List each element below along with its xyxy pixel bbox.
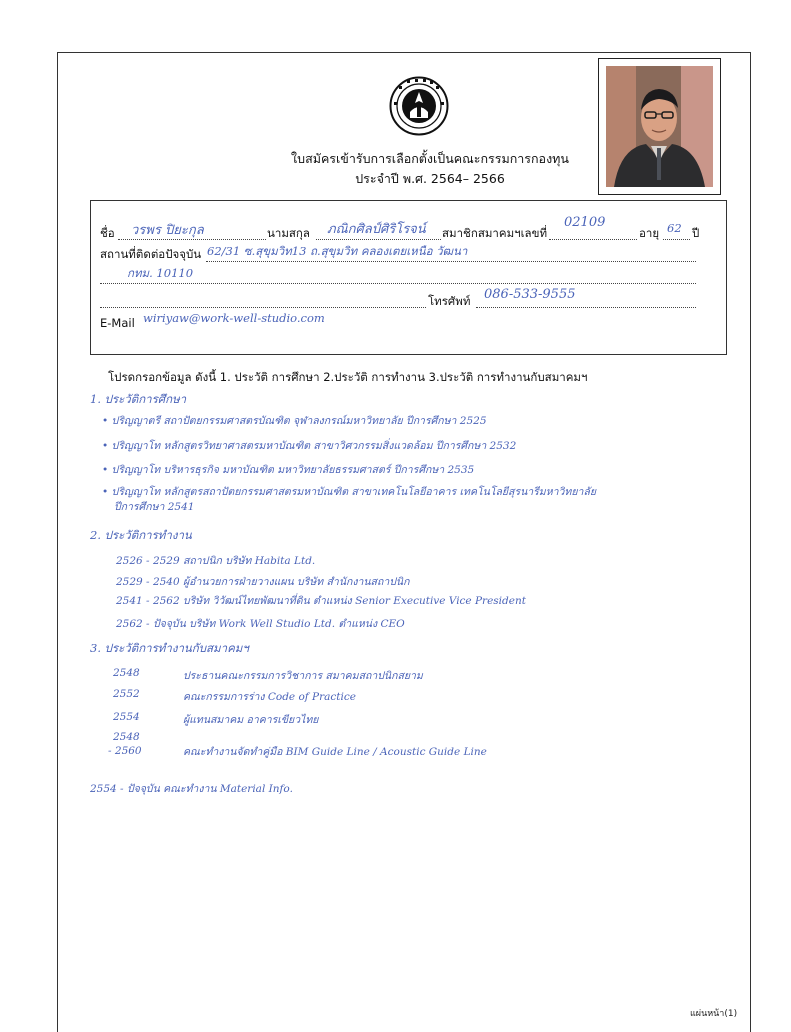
association-item-5: 2554 - ปัจจุบัน คณะทำงาน Material Info.	[90, 783, 293, 795]
association-item-2: คณะกรรมการร่าง Code of Practice	[183, 691, 356, 703]
education-item-1: • ปริญญาตรี สถาปัตยกรรมศาสตรบัณฑิต จุฬาลงกรณ์มหาวิทยาลัย ปีการศึกษา 2525	[102, 415, 487, 427]
member-no-dotted-line	[549, 239, 637, 240]
applicant-info-box	[90, 200, 727, 355]
work-item-2: 2529 - 2540 ผู้อำนวยการฝ่ายวางแผน บริษัท สำนักงานสถาปนิก	[116, 576, 410, 588]
phone-label: โทรศัพท์	[428, 294, 471, 308]
association-seal-logo	[389, 76, 449, 136]
association-item-1: ประธานคณะกรรมการวิชาการ สมาคมสถาปนิกสยาม	[183, 670, 423, 682]
age-value: 62	[667, 221, 682, 235]
work-item-4: 2562 - ปัจจุบัน บริษัท Work Well Studio Ltd. ตำแหน่ง CEO	[116, 618, 405, 630]
age-dotted-line	[663, 239, 690, 240]
phone-value: 086-533-9555	[484, 287, 576, 302]
education-heading: 1. ประวัติการศึกษา	[90, 392, 187, 406]
form-title: ใบสมัครเข้ารับการเลือกตั้งเป็นคณะกรรมการกองทุน	[291, 151, 569, 166]
association-heading: 3. ประวัติการทำงานกับสมาคมฯ	[90, 641, 249, 655]
address-dotted-line-1	[206, 261, 696, 262]
age-label: อายุ	[639, 226, 660, 240]
education-item-4: • ปริญญาโท หลักสูตรสถาปัตยกรรมศาสตรมหาบัณฑิต สาขาเทคโนโลยีอาคาร เทคโนโลยีสุรนารีมหาวิทยาลัย	[102, 486, 596, 498]
association-item-4-year-start: 2548	[113, 731, 140, 743]
address-label: สถานที่ติดต่อปัจจุบัน	[100, 247, 202, 261]
address-line-1: 62/31 ซ.สุขุมวิท13 ถ.สุขุมวิท คลองเตยเหนือ วัฒนา	[207, 244, 468, 258]
work-item-3: 2541 - 2562 บริษัท วิวัฒน์ไทยพัฒนาที่ดิน ตำแหน่ง Senior Executive Vice President	[116, 595, 526, 607]
education-item-3: • ปริญญาโท บริหารธุรกิจ มหาบัณฑิต มหาวิทยาลัยธรรมศาสตร์ ปีการศึกษา 2535	[102, 464, 475, 476]
address-line-2: กทม. 10110	[127, 266, 194, 280]
instructions-text: โปรดกรอกข้อมูล ดังนี้ 1. ประวัติ การศึกษา 2.ประวัติ การทำงาน 3.ประวัติ การทำงานกับสมาคมฯ	[108, 370, 588, 384]
applicant-photo	[598, 58, 721, 195]
name-label: ชื่อ	[100, 226, 115, 240]
name-value: วรพร ปิยะกุล	[131, 223, 204, 238]
surname-label: นามสกุล	[267, 226, 310, 240]
association-item-4-year-end: - 2560	[108, 745, 142, 757]
association-item-1-year: 2548	[113, 667, 140, 679]
work-heading: 2. ประวัติการทำงาน	[90, 528, 192, 542]
education-item-2: • ปริญญาโท หลักสูตรวิทยาศาสตรมหาบัณฑิต สาขาวิศวกรรมสิ่งแวดล้อม ปีการศึกษา 2532	[102, 440, 517, 452]
education-item-4-year: ปีการศึกษา 2541	[114, 501, 195, 513]
association-item-4: คณะทำงานจัดทำคู่มือ BIM Guide Line / Acoustic Guide Line	[183, 746, 487, 758]
email-label: E-Mail	[100, 316, 135, 330]
page-number: แผ่นหน้า(1)	[690, 1009, 738, 1019]
address-dotted-line-2	[100, 283, 696, 284]
form-period: ประจำปี พ.ศ. 2564– 2566	[355, 171, 505, 186]
association-item-2-year: 2552	[113, 688, 140, 700]
address-dotted-line-3	[100, 307, 426, 308]
email-value: wiriyaw@work-well-studio.com	[143, 311, 325, 325]
surname-value: ภณิกศิลป์ศิริโรจน์	[327, 222, 426, 237]
member-no-label: สมาชิกสมาคมฯเลขที่	[442, 226, 548, 240]
association-item-3: ผู้แทนสมาคม อาคารเขียวไทย	[183, 714, 319, 726]
association-item-3-year: 2554	[113, 711, 140, 723]
age-unit: ปี	[692, 226, 700, 240]
work-item-1: 2526 - 2529 สถาปนิก บริษัท Habita Ltd.	[116, 555, 316, 567]
surname-dotted-line	[316, 239, 441, 240]
member-no-value: 02109	[564, 215, 606, 230]
phone-dotted-line	[476, 307, 696, 308]
